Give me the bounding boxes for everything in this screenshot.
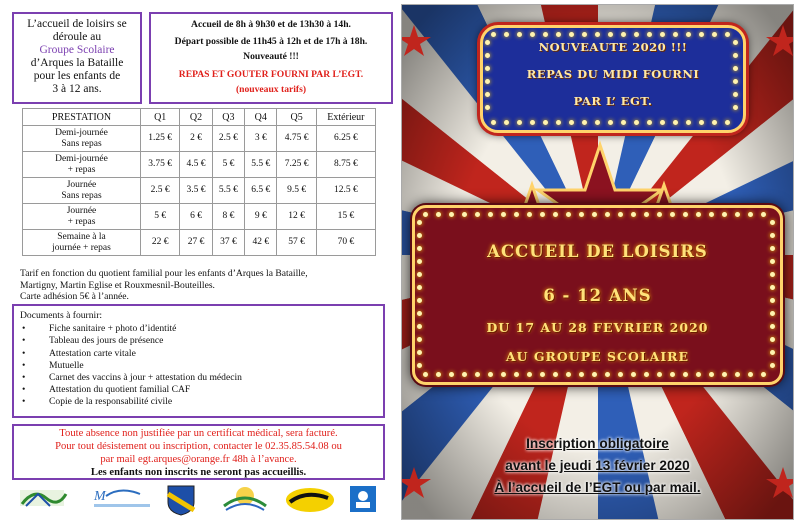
light-bulb xyxy=(735,212,740,217)
light-bulb xyxy=(770,363,775,368)
light-bulb xyxy=(527,212,532,217)
price-cell: 5.5 € xyxy=(212,178,244,204)
hours-new: Nouveauté !!! xyxy=(243,51,299,62)
light-bulb xyxy=(722,212,727,217)
light-bulb xyxy=(770,285,775,290)
price-cell: 6.5 € xyxy=(245,178,277,204)
price-cell: 70 € xyxy=(316,230,375,256)
intro-location: Groupe Scolaire xyxy=(39,44,115,56)
documents-box xyxy=(12,304,385,418)
warning-line: Toute absence non justifiée par un certificat médical, sera facturé. xyxy=(59,428,338,439)
tariff-header: Q5 xyxy=(277,109,316,126)
intro-line: d’Arques la Bataille xyxy=(30,57,124,69)
light-bulb xyxy=(770,246,775,251)
light-bulb xyxy=(592,212,597,217)
light-bulb xyxy=(514,372,519,377)
price-cell: 1.25 € xyxy=(141,126,180,152)
light-bulb xyxy=(657,372,662,377)
partner-logos xyxy=(12,484,392,518)
light-bulb xyxy=(462,212,467,217)
price-cell: 2.5 € xyxy=(141,178,180,204)
partner-logo xyxy=(218,484,272,516)
light-bulb xyxy=(475,372,480,377)
light-bulb xyxy=(417,233,422,238)
tariff-header: Extérieur xyxy=(316,109,375,126)
light-bulb xyxy=(770,259,775,264)
light-bulb xyxy=(501,212,506,217)
light-bulb xyxy=(722,372,727,377)
light-bulb xyxy=(670,212,675,217)
light-bulb xyxy=(592,372,597,377)
light-bulb xyxy=(417,363,422,368)
light-bulb xyxy=(670,372,675,377)
tariff-header: Q1 xyxy=(141,109,180,126)
light-bulb xyxy=(748,212,753,217)
price-cell: 2 € xyxy=(180,126,212,152)
light-bulb xyxy=(488,372,493,377)
price-cell: 12 € xyxy=(277,204,316,230)
light-bulb xyxy=(683,212,688,217)
tariff-header: PRESTATION xyxy=(23,109,141,126)
light-bulb xyxy=(462,372,467,377)
intro-line: pour les enfants de xyxy=(33,70,121,82)
table-row xyxy=(23,126,376,152)
price-cell: 12.5 € xyxy=(316,178,375,204)
prestation-cell: Journée + repas xyxy=(23,204,141,230)
table-row xyxy=(23,204,376,230)
price-cell: 6.25 € xyxy=(316,126,375,152)
list-item: • Attestation carte vitale xyxy=(20,348,377,360)
tariff-table xyxy=(22,108,376,256)
light-bulb xyxy=(436,212,441,217)
list-item: • Fiche sanitaire + photo d’identité xyxy=(20,323,377,335)
light-bulb xyxy=(657,212,662,217)
hours-line: Départ possible de 11h45 à 12h et de 17h à 18h. xyxy=(174,36,368,47)
light-bulb xyxy=(449,212,454,217)
light-bulb xyxy=(566,372,571,377)
light-bulb xyxy=(618,372,623,377)
light-bulb xyxy=(436,372,441,377)
age-range: 6 - 12 ANS xyxy=(543,286,652,305)
warning-contact: par mail egt.arques@orange.fr 48h à l’avance. xyxy=(100,454,297,465)
price-cell: 9.5 € xyxy=(277,178,316,204)
list-item: • Mutuelle xyxy=(20,360,377,372)
poster xyxy=(401,4,794,520)
light-bulb xyxy=(644,212,649,217)
prestation-cell: Semaine à la journée + repas xyxy=(23,230,141,256)
light-bulb xyxy=(618,212,623,217)
hours-meals: REPAS ET GOUTER FOURNI PAR L’EGT. xyxy=(178,69,364,80)
footer-line: À l’accueil de l’EGT ou par mail. xyxy=(494,480,701,495)
light-bulb xyxy=(417,298,422,303)
partner-logo xyxy=(164,484,198,516)
price-cell: 15 € xyxy=(316,204,375,230)
prestation-cell: Journée Sans repas xyxy=(23,178,141,204)
light-bulb xyxy=(631,372,636,377)
light-bulb xyxy=(696,372,701,377)
footer-line: Inscription obligatoire xyxy=(526,436,669,451)
light-bulb xyxy=(605,212,610,217)
list-item: • Tableau des jours de présence xyxy=(20,335,377,347)
table-row xyxy=(23,230,376,256)
light-bulb xyxy=(631,212,636,217)
list-item: • Attestation du quotient familial CAF xyxy=(20,384,377,396)
hours-box xyxy=(149,12,393,104)
light-bulb xyxy=(770,324,775,329)
tariff-note xyxy=(20,268,380,303)
table-row xyxy=(23,152,376,178)
table-row xyxy=(23,178,376,204)
tariff-header: Q4 xyxy=(245,109,277,126)
light-bulb xyxy=(449,372,454,377)
light-bulb xyxy=(770,350,775,355)
light-bulb xyxy=(417,272,422,277)
light-bulb xyxy=(417,246,422,251)
price-cell: 22 € xyxy=(141,230,180,256)
light-bulb xyxy=(748,372,753,377)
light-bulb xyxy=(770,233,775,238)
light-bulb xyxy=(605,372,610,377)
light-bulb xyxy=(417,220,422,225)
intro-line: L’accueil de loisirs se xyxy=(27,18,127,30)
light-bulb xyxy=(709,212,714,217)
list-item: • Carnet des vaccins à jour + attestation du médecin xyxy=(20,372,377,384)
price-cell: 2.5 € xyxy=(212,126,244,152)
main-marquee-sign xyxy=(412,205,783,385)
light-bulb xyxy=(553,212,558,217)
tariff-header: Q2 xyxy=(180,109,212,126)
partner-logo xyxy=(16,484,74,516)
light-bulb xyxy=(761,372,766,377)
warning-box xyxy=(12,424,385,480)
warning-line: Les enfants non inscrits ne seront pas accueillis. xyxy=(90,467,307,478)
hours-line: Accueil de 8h à 9h30 et de 13h30 à 14h. xyxy=(191,19,351,30)
light-bulb xyxy=(579,212,584,217)
price-cell: 3.75 € xyxy=(141,152,180,178)
light-bulb xyxy=(417,337,422,342)
news-title: NOUVEAUTE 2020 !!! xyxy=(538,40,688,54)
light-bulb xyxy=(417,324,422,329)
price-cell: 27 € xyxy=(180,230,212,256)
price-cell: 8.75 € xyxy=(316,152,375,178)
hours-tariffs-note: (nouveaux tarifs) xyxy=(235,84,307,95)
main-title: ACCUEIL DE LOISIRS xyxy=(487,242,708,261)
price-cell: 3.5 € xyxy=(180,178,212,204)
warning-line: Pour tout désistement ou inscription, contacter le 02.35.85.54.08 ou xyxy=(55,441,342,452)
partner-logo xyxy=(282,484,338,516)
light-bulb xyxy=(566,212,571,217)
prestation-cell: Demi-journée + repas xyxy=(23,152,141,178)
membership-note: Carte adhésion 5€ à l’année. xyxy=(20,291,129,302)
light-bulb xyxy=(770,337,775,342)
tariff-header-row xyxy=(23,109,376,126)
partner-logo xyxy=(348,484,378,516)
marquee-lights xyxy=(415,208,780,382)
location: AU GROUPE SCOLAIRE xyxy=(505,349,690,364)
price-cell: 5 € xyxy=(141,204,180,230)
light-bulb xyxy=(770,311,775,316)
price-cell: 4.5 € xyxy=(180,152,212,178)
price-cell: 57 € xyxy=(277,230,316,256)
price-cell: 7.25 € xyxy=(277,152,316,178)
light-bulb xyxy=(709,372,714,377)
light-bulb xyxy=(417,350,422,355)
price-cell: 5.5 € xyxy=(245,152,277,178)
light-bulb xyxy=(417,311,422,316)
tariff-note-line: Tarif en fonction du quotient familial pour les enfants d’Arques la Bataille, xyxy=(20,268,308,279)
price-cell: 3 € xyxy=(245,126,277,152)
footer-line: avant le jeudi 13 février 2020 xyxy=(505,458,690,473)
news-line: PAR L’ EGT. xyxy=(573,94,653,108)
intro-line: déroule au xyxy=(52,31,102,43)
light-bulb xyxy=(770,220,775,225)
price-cell: 42 € xyxy=(245,230,277,256)
light-bulb xyxy=(423,212,428,217)
light-bulb xyxy=(770,272,775,277)
light-bulb xyxy=(488,212,493,217)
price-cell: 6 € xyxy=(180,204,212,230)
list-item: • Copie de la responsabilité civile xyxy=(20,396,377,408)
light-bulb xyxy=(423,372,428,377)
light-bulb xyxy=(553,372,558,377)
price-cell: 9 € xyxy=(245,204,277,230)
light-bulb xyxy=(417,285,422,290)
light-bulb xyxy=(696,212,701,217)
partner-logo xyxy=(90,484,156,516)
light-bulb xyxy=(514,212,519,217)
light-bulb xyxy=(644,372,649,377)
intro-box xyxy=(12,12,142,104)
news-line: REPAS DU MIDI FOURNI xyxy=(526,67,700,81)
light-bulb xyxy=(761,212,766,217)
price-cell: 37 € xyxy=(212,230,244,256)
light-bulb xyxy=(501,372,506,377)
light-bulb xyxy=(683,372,688,377)
intro-line: 3 à 12 ans. xyxy=(52,83,102,95)
date-range: DU 17 AU 28 FEVRIER 2020 xyxy=(486,320,709,335)
price-cell: 4.75 € xyxy=(277,126,316,152)
prestation-cell: Demi-journée Sans repas xyxy=(23,126,141,152)
light-bulb xyxy=(735,372,740,377)
light-bulb xyxy=(527,372,532,377)
price-cell: 8 € xyxy=(212,204,244,230)
documents-list xyxy=(20,323,377,408)
light-bulb xyxy=(540,212,545,217)
light-bulb xyxy=(475,212,480,217)
documents-title: Documents à fournir: xyxy=(20,310,103,321)
light-bulb xyxy=(540,372,545,377)
svg-text:M: M xyxy=(94,489,106,504)
poster-footer xyxy=(402,433,793,499)
price-cell: 5 € xyxy=(212,152,244,178)
light-bulb xyxy=(579,372,584,377)
light-bulb xyxy=(770,298,775,303)
tariff-note-line: Martigny, Martin Eglise et Rouxmesnil-Bouteilles. xyxy=(20,279,215,291)
light-bulb xyxy=(417,259,422,264)
tariff-header: Q3 xyxy=(212,109,244,126)
